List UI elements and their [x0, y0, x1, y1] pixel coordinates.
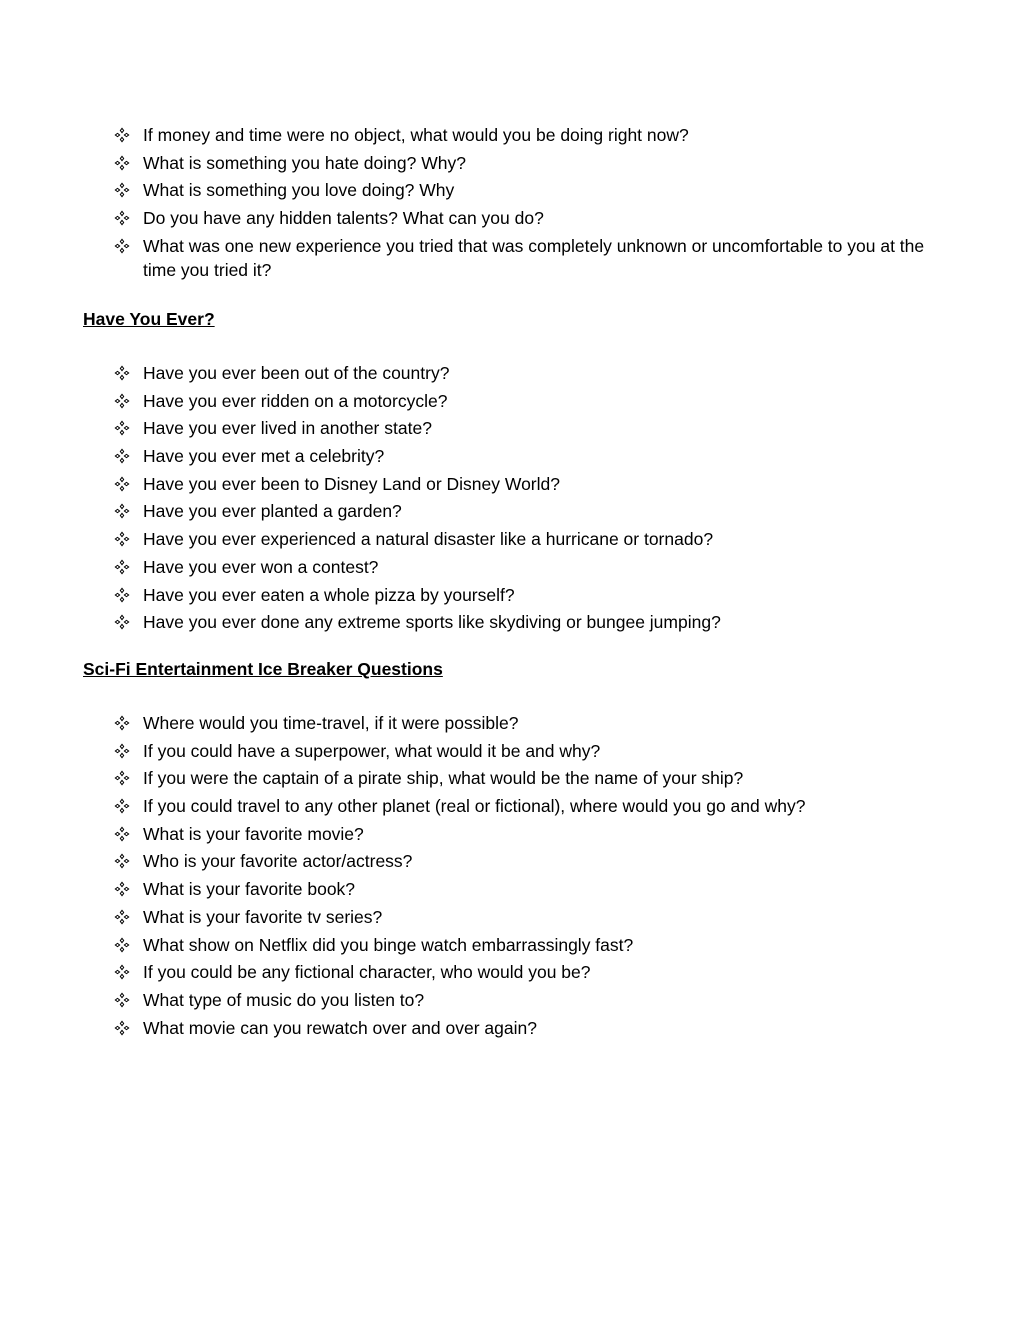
question-text: Where would you time-travel, if it were possible?: [143, 713, 519, 733]
four-diamond-bullet-icon: [114, 527, 132, 551]
list-item: [0, 1016, 1024, 1040]
four-diamond-bullet-icon: [114, 610, 132, 634]
list-item: [0, 988, 1024, 1012]
list-item: [0, 234, 1024, 282]
list-item: [0, 711, 1024, 735]
four-diamond-bullet-icon: [114, 151, 132, 175]
four-diamond-bullet-icon: [114, 472, 132, 496]
question-text: What is your favorite book?: [143, 879, 356, 900]
list-item: [0, 444, 1024, 468]
question-text: If you were the captain of a pirate ship, what would be the name of your ship?: [143, 768, 744, 789]
list-item: [0, 766, 1024, 790]
section-heading-sci-fi: Sci-Fi Entertainment Ice Breaker Questions: [83, 659, 443, 679]
four-diamond-bullet-icon: [114, 766, 132, 790]
four-diamond-bullet-icon: [114, 555, 132, 579]
list-item: [0, 610, 1024, 634]
question-text: What was one new experience you tried that was completely unknown or uncomfortable to you at the time you tried it?: [143, 235, 925, 280]
four-diamond-bullet-icon: [114, 389, 132, 413]
question-text: If you could be any fictional character, who would you be?: [143, 962, 591, 983]
four-diamond-bullet-icon: [114, 933, 132, 957]
four-diamond-bullet-icon: [114, 234, 132, 258]
list-item: [0, 583, 1024, 607]
four-diamond-bullet-icon: [114, 794, 132, 818]
list-item: [0, 206, 1024, 230]
question-text: If you could travel to any other planet (real or fictional), where would you go and why?: [143, 796, 806, 817]
intro-questions-section: [0, 123, 1024, 285]
question-text: What type of music do you listen to?: [143, 989, 425, 1010]
sci-fi-list: [0, 711, 1024, 1040]
list-item: [0, 416, 1024, 440]
four-diamond-bullet-icon: [114, 361, 132, 385]
question-text: Have you ever eaten a whole pizza by yourself?: [143, 584, 515, 605]
question-text: What is something you love doing? Why: [143, 180, 455, 201]
question-text: What is something you hate doing? Why?: [143, 152, 466, 173]
four-diamond-bullet-icon: [114, 877, 132, 901]
question-text: Have you ever been out of the country?: [143, 363, 450, 383]
list-item: [0, 361, 1024, 385]
have-you-ever-list: [0, 361, 1024, 634]
four-diamond-bullet-icon: [114, 988, 132, 1012]
question-text: Have you ever done any extreme sports like skydiving or bungee jumping?: [143, 612, 721, 633]
list-item: [0, 178, 1024, 202]
question-text: Have you ever planted a garden?: [143, 501, 402, 522]
list-item: [0, 527, 1024, 551]
question-text: What is your favorite tv series?: [143, 906, 383, 927]
list-item: [0, 739, 1024, 763]
four-diamond-bullet-icon: [114, 822, 132, 846]
four-diamond-bullet-icon: [114, 905, 132, 929]
list-item: [0, 555, 1024, 579]
four-diamond-bullet-icon: [114, 416, 132, 440]
four-diamond-bullet-icon: [114, 123, 132, 147]
four-diamond-bullet-icon: [114, 960, 132, 984]
list-item: [0, 905, 1024, 929]
list-item: [0, 123, 1024, 147]
question-text: Have you ever won a contest?: [143, 556, 379, 577]
question-text: Have you ever met a celebrity?: [143, 446, 385, 467]
list-item: [0, 389, 1024, 413]
question-text: Have you ever been to Disney Land or Disney World?: [143, 473, 560, 494]
four-diamond-bullet-icon: [114, 499, 132, 523]
question-text: Have you ever lived in another state?: [143, 418, 432, 439]
four-diamond-bullet-icon: [114, 583, 132, 607]
list-item: [0, 933, 1024, 957]
intro-questions-list: [0, 123, 1024, 282]
section-heading-have-you-ever: Have You Ever?: [83, 309, 215, 329]
question-text: What show on Netflix did you binge watch embarrassingly fast?: [143, 934, 634, 955]
list-item: [0, 877, 1024, 901]
list-item: [0, 499, 1024, 523]
list-item: [0, 151, 1024, 175]
question-text: If you could have a superpower, what would it be and why?: [143, 740, 601, 761]
four-diamond-bullet-icon: [114, 206, 132, 230]
four-diamond-bullet-icon: [114, 178, 132, 202]
list-item: [0, 794, 1024, 818]
four-diamond-bullet-icon: [114, 1016, 132, 1040]
question-text: What movie can you rewatch over and over again?: [143, 1017, 537, 1038]
four-diamond-bullet-icon: [114, 849, 132, 873]
sci-fi-section: [0, 711, 1024, 1043]
four-diamond-bullet-icon: [114, 739, 132, 763]
question-text: Who is your favorite actor/actress?: [143, 851, 413, 872]
question-text: Do you have any hidden talents? What can you do?: [143, 208, 544, 229]
four-diamond-bullet-icon: [114, 444, 132, 468]
list-item: [0, 849, 1024, 873]
four-diamond-bullet-icon: [114, 711, 132, 735]
have-you-ever-section: [0, 361, 1024, 638]
question-text: Have you ever ridden on a motorcycle?: [143, 390, 448, 411]
list-item: [0, 472, 1024, 496]
list-item: [0, 822, 1024, 846]
question-text: If money and time were no object, what would you be doing right now?: [143, 125, 689, 145]
question-text: What is your favorite movie?: [143, 823, 364, 844]
list-item: [0, 960, 1024, 984]
question-text: Have you ever experienced a natural disaster like a hurricane or tornado?: [143, 529, 714, 550]
